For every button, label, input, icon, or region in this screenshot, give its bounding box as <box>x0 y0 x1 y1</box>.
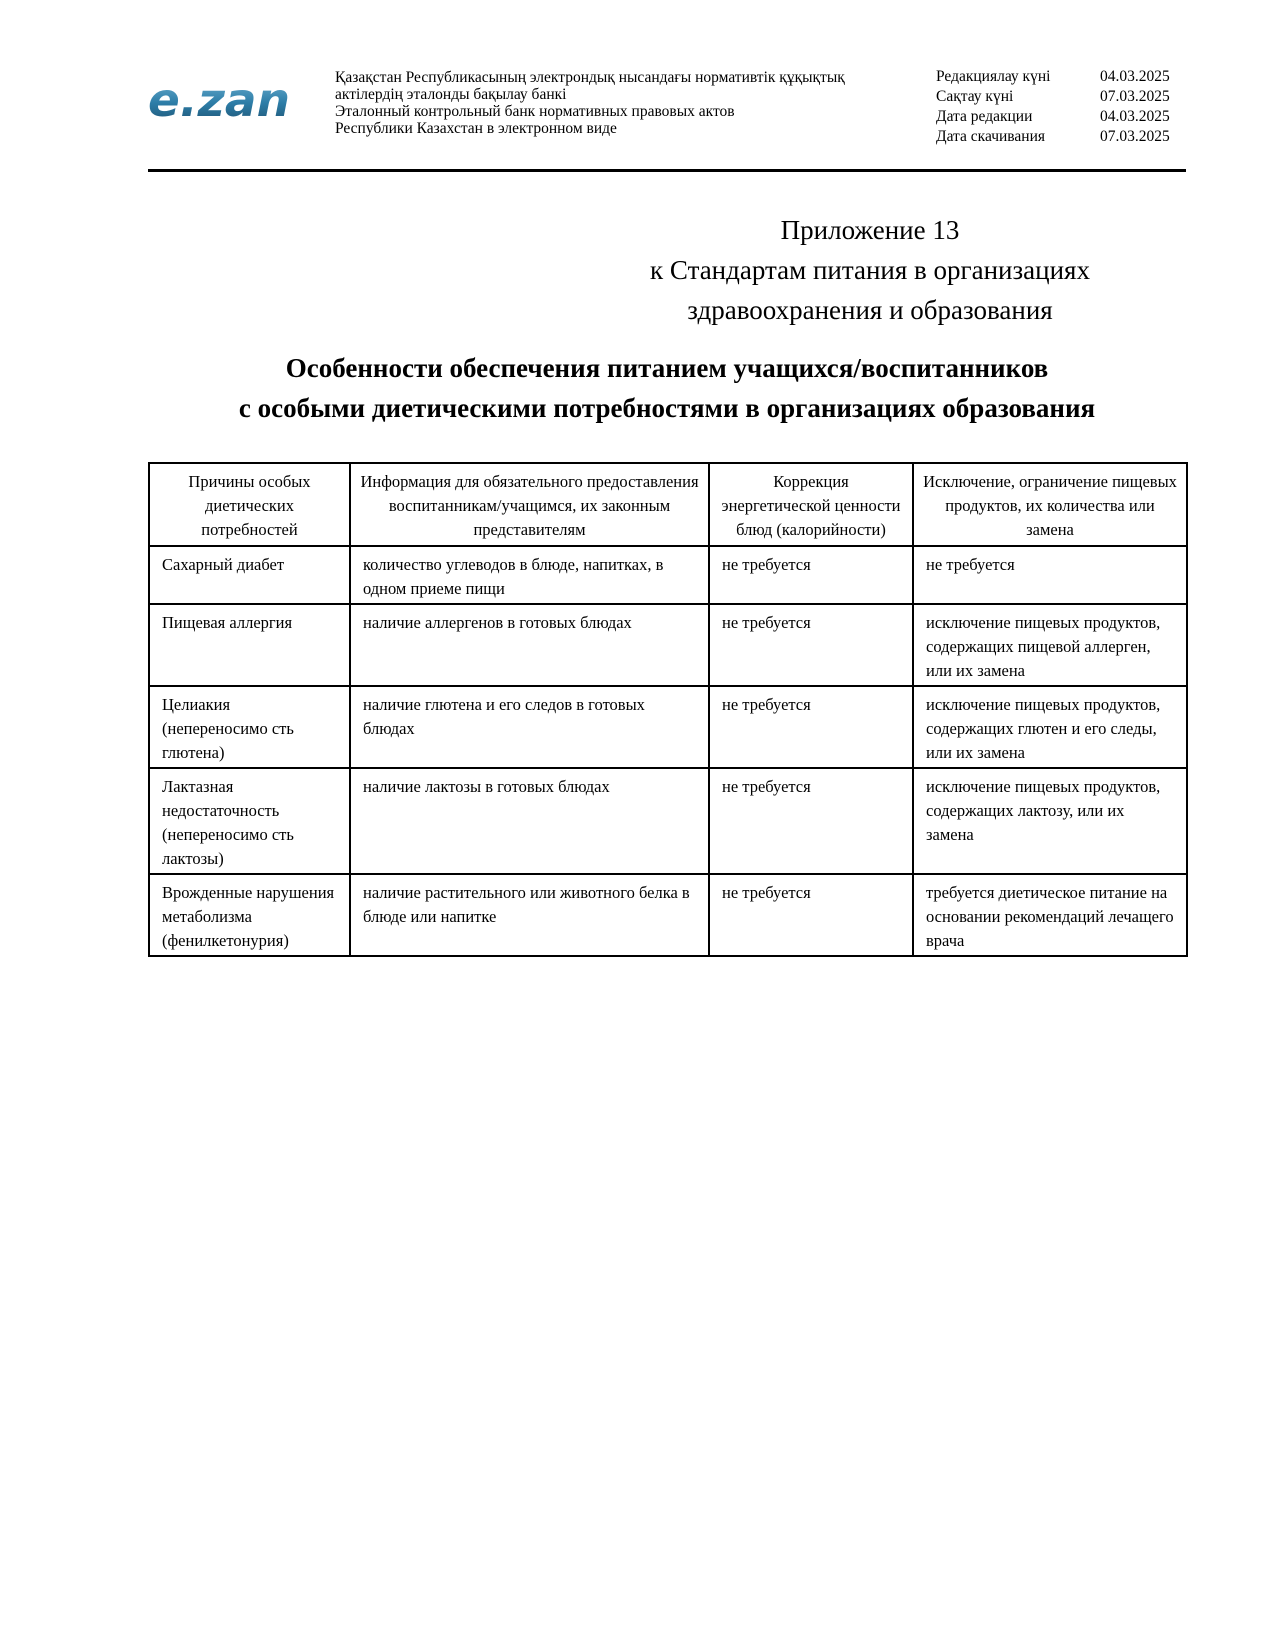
date-value: 04.03.2025 <box>1100 68 1170 85</box>
info-cell: наличие лактозы в готовых блюдах <box>350 768 709 874</box>
restriction-cell: исключение пищевых продуктов, содержащих глютен и его следы, или их замена <box>913 686 1187 768</box>
document-title <box>148 348 1186 428</box>
calorie-correction-cell: не требуется <box>709 768 913 874</box>
date-label: Дата редакции <box>936 108 1033 125</box>
header-cell: Причины особых диетических потребностей <box>149 463 350 546</box>
restriction-cell: не требуется <box>913 546 1187 604</box>
table-row <box>149 874 1187 956</box>
date-label: Сақтау күні <box>936 88 1014 105</box>
header-cell: Коррекция энергетической ценности блюд (калорийности) <box>709 463 913 546</box>
date-value: 04.03.2025 <box>1100 108 1170 125</box>
date-row <box>936 107 1180 127</box>
date-row <box>936 87 1180 107</box>
table-row <box>149 546 1187 604</box>
header-cell: Информация для обязательного предоставления воспитанникам/учащимся, их законным представителям <box>350 463 709 546</box>
appendix-caption <box>560 210 1180 330</box>
calorie-correction-cell: не требуется <box>709 604 913 686</box>
table-row <box>149 768 1187 874</box>
dietary-needs-table <box>148 462 1188 957</box>
header-cell: Исключение, ограничение пищевых продуктов, их количества или замена <box>913 463 1187 546</box>
date-row <box>936 67 1180 87</box>
date-label: Редакциялау күні <box>936 68 1051 85</box>
date-label: Дата скачивания <box>936 128 1046 145</box>
bank-line: Республики Казахстан в электронном виде <box>335 120 617 137</box>
ezan-logo <box>148 76 294 128</box>
header-divider <box>148 169 1186 172</box>
table-row <box>149 686 1187 768</box>
bank-line: актілердің эталонды бақылау банкі <box>335 86 567 103</box>
table-row <box>149 604 1187 686</box>
info-cell: наличие глютена и его следов в готовых блюдах <box>350 686 709 768</box>
info-cell: количество углеводов в блюде, напитках, в одном приеме пищи <box>350 546 709 604</box>
calorie-correction-cell: не требуется <box>709 546 913 604</box>
calorie-correction-cell: не требуется <box>709 874 913 956</box>
bank-line: Қазақстан Республикасының электрондық нысандағы нормативтік құқықтық <box>335 69 845 86</box>
title-line: с особыми диетическими потребностями в организациях образования <box>238 393 1096 423</box>
title-line: Особенности обеспечения питанием учащихся/воспитанников <box>285 353 1049 383</box>
date-row <box>936 127 1180 147</box>
date-value: 07.03.2025 <box>1100 88 1170 105</box>
restriction-cell: исключение пищевых продуктов, содержащих пищевой аллерген, или их замена <box>913 604 1187 686</box>
cause-cell: Лактазная недостаточность (непереносимо сть лактозы) <box>149 768 350 874</box>
bank-line: Эталонный контрольный банк нормативных правовых актов <box>335 103 735 120</box>
bank-caption <box>335 69 895 137</box>
table-header-row <box>149 463 1187 546</box>
appendix-line: здравоохранения и образования <box>687 295 1053 325</box>
document-dates <box>936 67 1180 147</box>
info-cell: наличие растительного или животного белка в блюде или напитке <box>350 874 709 956</box>
appendix-line: Приложение 13 <box>780 215 960 245</box>
info-cell: наличие аллергенов в готовых блюдах <box>350 604 709 686</box>
cause-cell: Сахарный диабет <box>149 546 350 604</box>
appendix-line: к Стандартам питания в организациях <box>650 255 1090 285</box>
logo-text: e.zan <box>148 76 290 127</box>
cause-cell: Пищевая аллергия <box>149 604 350 686</box>
cause-cell: Целиакия (непереносимо сть глютена) <box>149 686 350 768</box>
date-value: 07.03.2025 <box>1100 128 1170 145</box>
calorie-correction-cell: не требуется <box>709 686 913 768</box>
restriction-cell: исключение пищевых продуктов, содержащих лактозу, или их замена <box>913 768 1187 874</box>
restriction-cell: требуется диетическое питание на основании рекомендаций лечащего врача <box>913 874 1187 956</box>
cause-cell: Врожденные нарушения метаболизма (фенилкетонурия) <box>149 874 350 956</box>
